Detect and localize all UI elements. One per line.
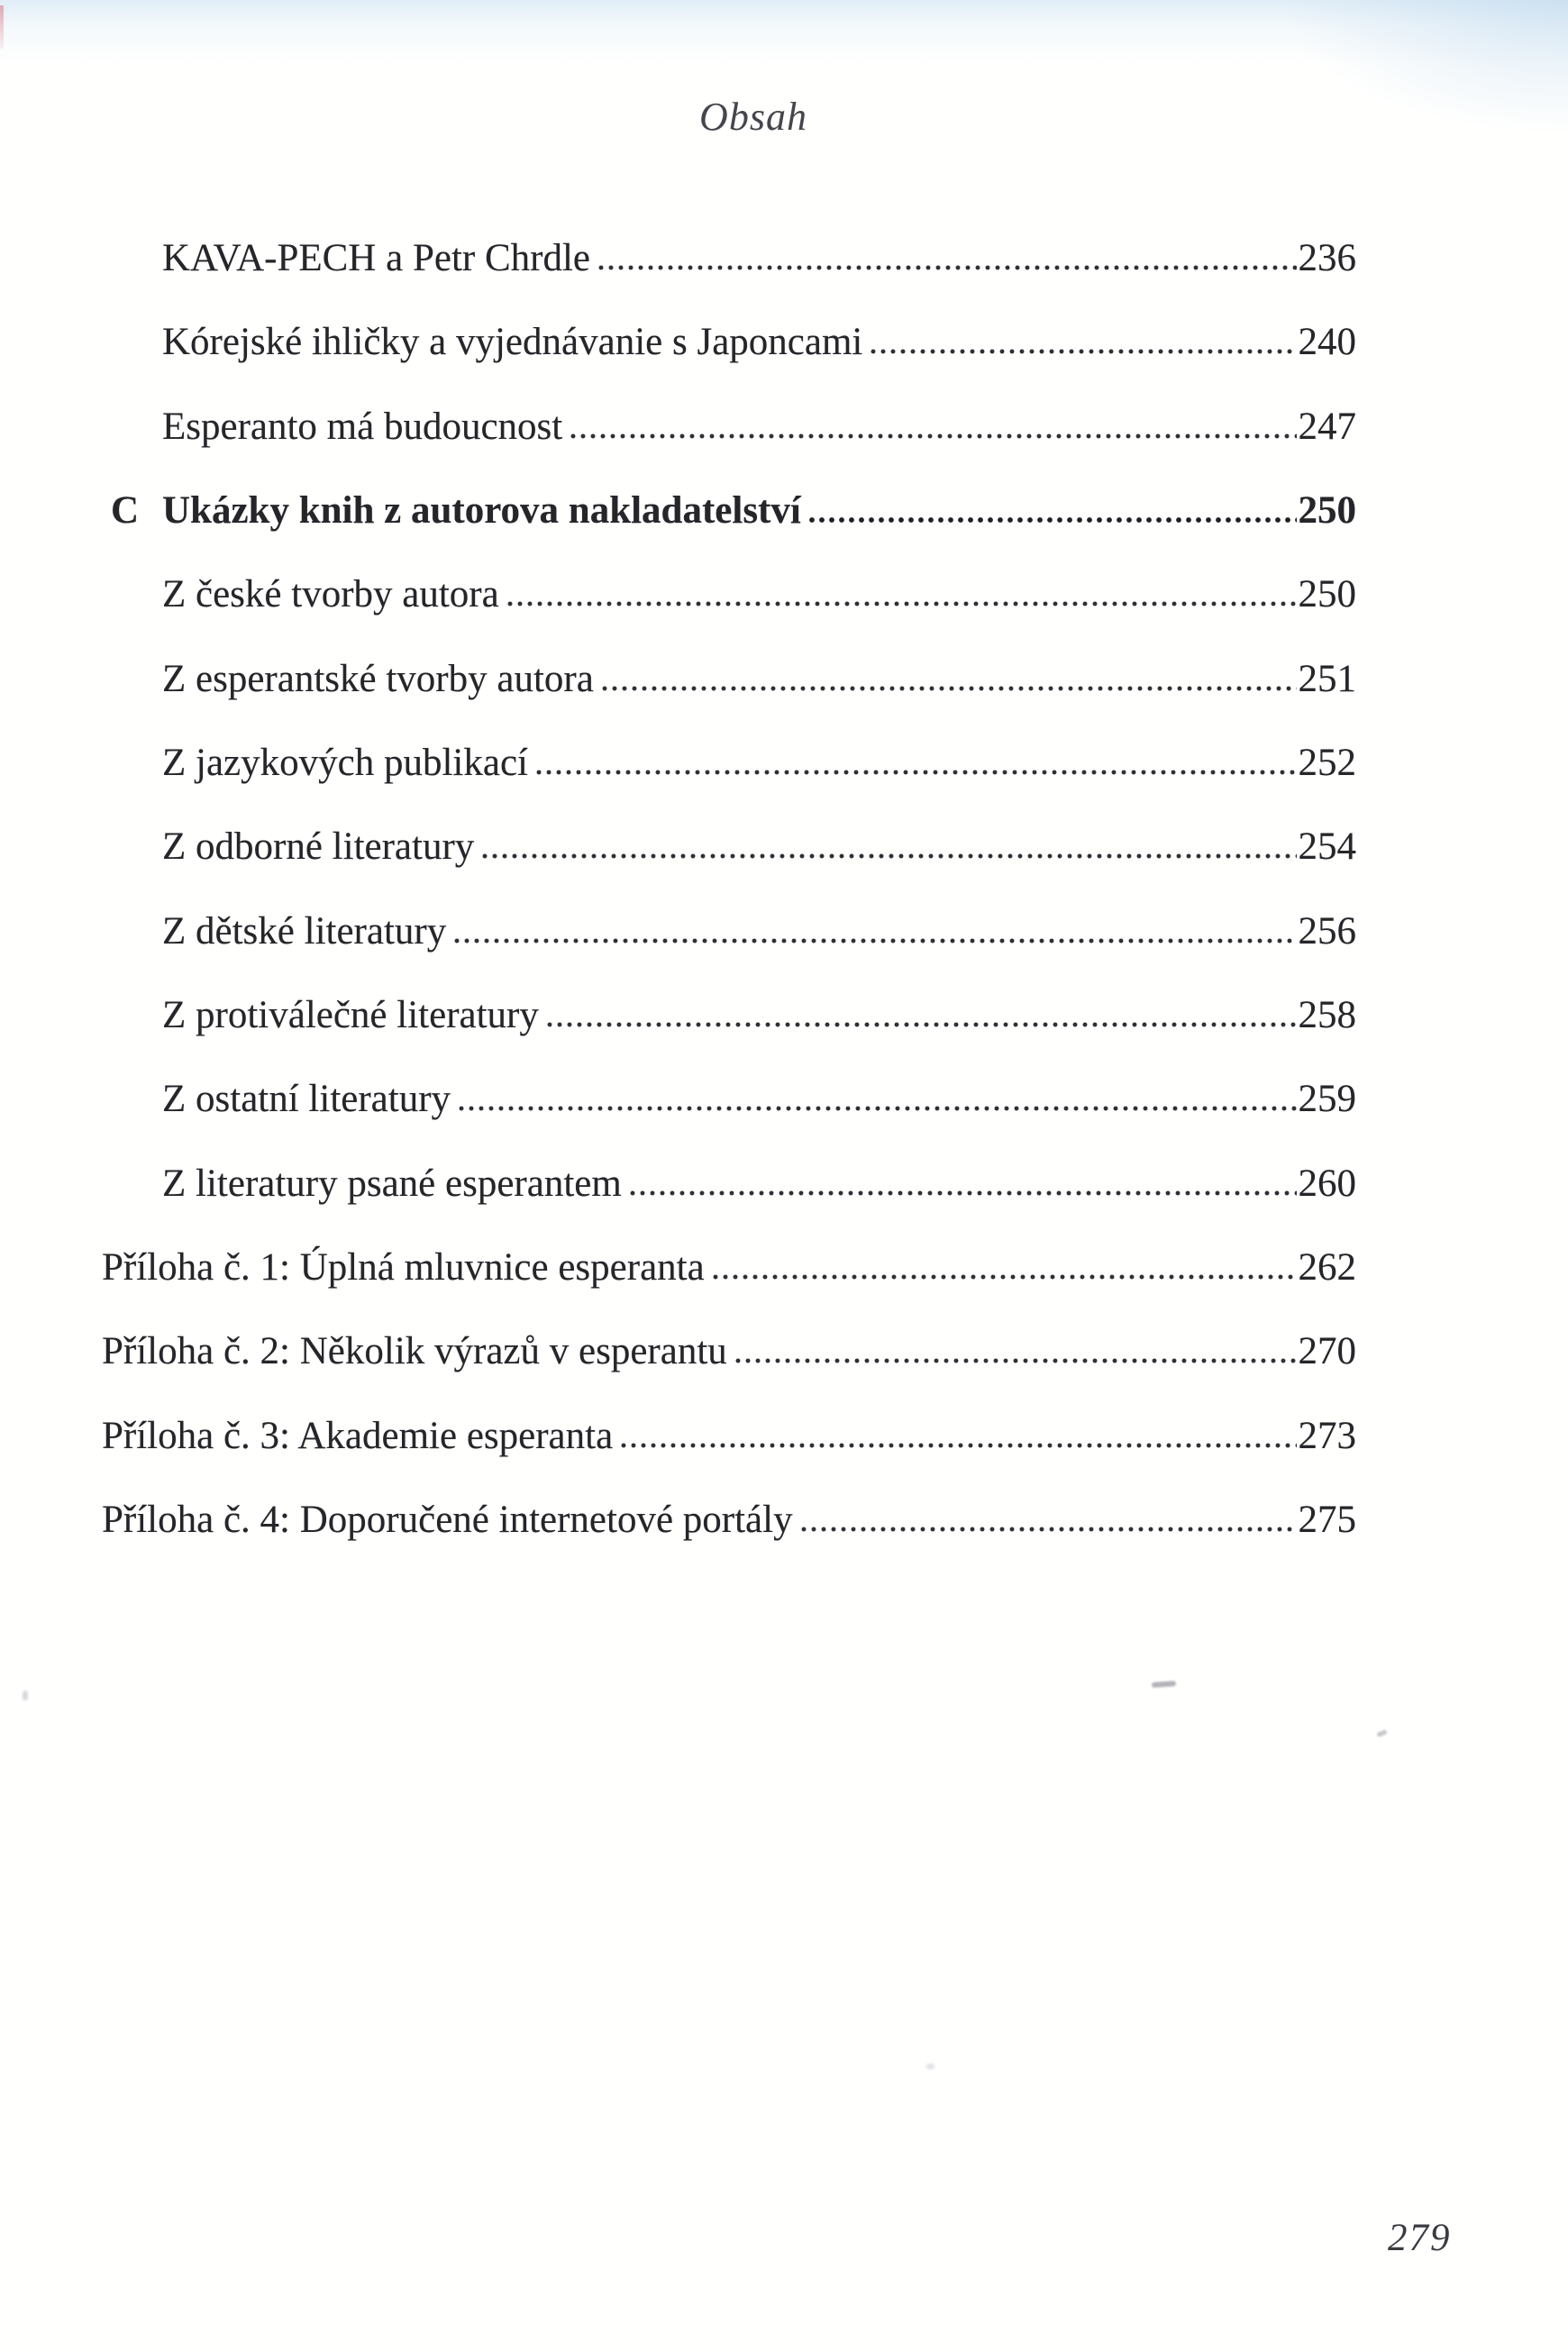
- toc-entry-page-number: 250: [1298, 573, 1356, 616]
- toc-entry-page-number: 247: [1298, 405, 1356, 448]
- toc-entry: [102, 552, 1356, 636]
- dotted-leader: [457, 1106, 1296, 1111]
- toc-entry-label: Z odborné literatury: [162, 825, 475, 869]
- toc-entry-page-number: 250: [1298, 489, 1356, 533]
- page-number: 279: [1388, 2217, 1452, 2259]
- scan-artifact-speck: [23, 1691, 28, 1700]
- toc-entry-label: Příloha č. 3: Akademie esperanta: [102, 1414, 614, 1457]
- toc-entry-label: Příloha č. 2: Několik výrazů v esperantu: [102, 1330, 727, 1373]
- toc-entry-label: Z jazykových publikací: [162, 742, 528, 785]
- toc-entry-label: Z literatury psané esperantem: [162, 1162, 622, 1205]
- toc-entry-label: Z esperantské tvorby autora: [162, 657, 594, 700]
- toc-entry: [102, 1142, 1356, 1226]
- toc-entry: [102, 1394, 1356, 1478]
- toc-entry-label: KAVA-PECH a Petr Chrdle: [162, 237, 590, 279]
- dotted-leader: [452, 938, 1296, 944]
- dotted-leader: [869, 349, 1296, 354]
- dotted-leader: [597, 265, 1297, 270]
- toc-entry-label: Z ostatní literatury: [162, 1078, 451, 1121]
- dotted-leader: [628, 1190, 1297, 1196]
- toc-entry-label: Esperanto má budoucnost: [162, 405, 563, 448]
- toc-entry-page-number: 258: [1298, 994, 1356, 1037]
- dotted-leader: [807, 517, 1297, 523]
- toc-list: [102, 216, 1356, 1563]
- dotted-leader: [480, 853, 1296, 859]
- toc-entry-page-number: 262: [1298, 1246, 1356, 1290]
- toc-entry-page-number: 252: [1298, 742, 1356, 785]
- dotted-leader: [711, 1274, 1297, 1280]
- toc-entry-label: Ukázky knih z autorova nakladatelství: [162, 489, 801, 533]
- scan-artifact-speck: [926, 2064, 934, 2069]
- toc-entry-page-number: 236: [1298, 237, 1356, 279]
- toc-entry: [102, 805, 1356, 889]
- toc-entry-label: Příloha č. 4: Doporučené internetové portály: [102, 1499, 793, 1542]
- toc-entry: [102, 721, 1356, 805]
- toc-entry: [102, 216, 1356, 300]
- page-title: Obsah: [699, 95, 807, 139]
- toc-entry-page-number: 273: [1298, 1414, 1356, 1457]
- toc-entry: [102, 1309, 1356, 1393]
- toc-entry: [102, 1226, 1356, 1309]
- dotted-leader: [600, 686, 1297, 691]
- dotted-leader: [734, 1358, 1297, 1363]
- toc-entry-label: Z dětské literatury: [162, 909, 447, 953]
- dotted-leader: [506, 601, 1297, 606]
- toc-entry: [102, 637, 1356, 721]
- toc-entry-label: Příloha č. 1: Úplná mluvnice esperanta: [102, 1246, 705, 1290]
- toc-entry: [102, 469, 1356, 552]
- toc-entry-page-number: 251: [1298, 657, 1356, 700]
- toc-entry: [102, 300, 1356, 384]
- dotted-leader: [619, 1443, 1296, 1448]
- toc-entry-label: Z protiválečné literatury: [162, 994, 539, 1037]
- toc-entry-page-number: 260: [1298, 1162, 1356, 1205]
- toc-entry-page-number: 256: [1298, 909, 1356, 953]
- toc-entry-page-number: 270: [1298, 1330, 1356, 1373]
- toc-entry: [102, 385, 1356, 469]
- toc-entry-page-number: 275: [1298, 1499, 1356, 1542]
- dotted-leader: [534, 770, 1297, 775]
- scan-tint-top: [0, 0, 1568, 65]
- dotted-leader: [545, 1022, 1297, 1027]
- toc-entry: [102, 1057, 1356, 1141]
- scan-artifact-red-edge: [0, 5, 4, 49]
- toc-entry: [102, 889, 1356, 973]
- toc-section-letter: C: [111, 489, 140, 533]
- toc-entry-page-number: 259: [1298, 1078, 1356, 1121]
- toc-entry-page-number: 254: [1298, 825, 1356, 869]
- scan-artifact-dash: [1152, 1681, 1176, 1688]
- toc-entry-label: Z české tvorby autora: [162, 573, 499, 616]
- toc-entry-page-number: 240: [1298, 321, 1356, 364]
- toc-entry-label: Kórejské ihličky a vyjednávanie s Japoncami: [162, 321, 863, 364]
- toc-entry: [102, 1478, 1356, 1562]
- dotted-leader: [799, 1527, 1297, 1532]
- scan-artifact-speck: [1376, 1729, 1387, 1737]
- toc-entry: [102, 973, 1356, 1057]
- dotted-leader: [569, 433, 1296, 439]
